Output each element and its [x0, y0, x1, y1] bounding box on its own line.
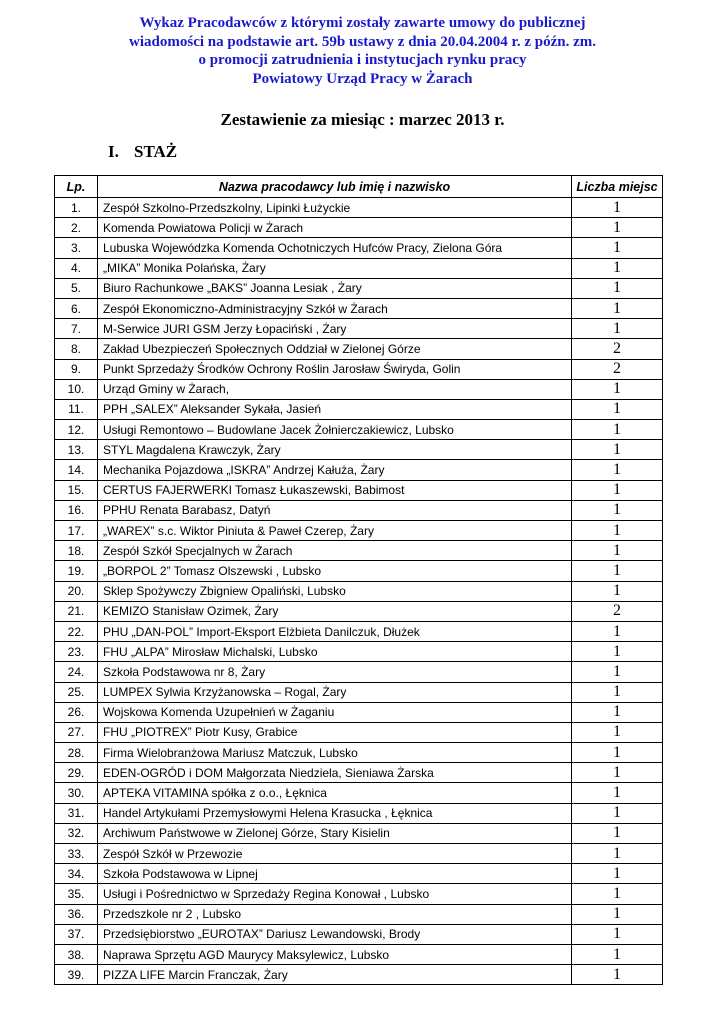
row-number: 10.	[55, 379, 98, 399]
places-count: 1	[572, 500, 663, 520]
row-number: 11.	[55, 399, 98, 419]
table-row	[55, 722, 663, 742]
employer-name: Wojskowa Komenda Uzupełnień w Żaganiu	[98, 702, 572, 722]
places-count: 1	[572, 319, 663, 339]
table-row	[55, 783, 663, 803]
document-subtitle: Zestawienie za miesiąc : marzec 2013 r.	[220, 110, 505, 129]
row-number: 7.	[55, 319, 98, 339]
section-number: I.	[108, 142, 119, 161]
row-number: 19.	[55, 561, 98, 581]
row-number: 6.	[55, 298, 98, 318]
row-number: 39.	[55, 965, 98, 985]
places-count: 1	[572, 864, 663, 884]
row-number: 8.	[55, 339, 98, 359]
table-row	[55, 198, 663, 218]
employer-name: FHU „ALPA” Mirosław Michalski, Lubsko	[98, 642, 572, 662]
employer-name: Zespół Szkół Specjalnych w Żarach	[98, 541, 572, 561]
row-number: 35.	[55, 884, 98, 904]
row-number: 36.	[55, 904, 98, 924]
employer-name: Mechanika Pojazdowa „ISKRA” Andrzej Kałuża, Żary	[98, 460, 572, 480]
table-row	[55, 844, 663, 864]
places-count: 1	[572, 702, 663, 722]
column-header-name: Nazwa pracodawcy lub imię i nazwisko	[98, 176, 572, 198]
places-count: 1	[572, 783, 663, 803]
table-row	[55, 682, 663, 702]
employer-name: Punkt Sprzedaży Środków Ochrony Roślin Jarosław Świryda, Golin	[98, 359, 572, 379]
section-heading	[108, 142, 177, 162]
employer-name: Usługi i Pośrednictwo w Sprzedaży Regina Konował , Lubsko	[98, 884, 572, 904]
places-count: 1	[572, 924, 663, 944]
places-count: 1	[572, 642, 663, 662]
row-number: 9.	[55, 359, 98, 379]
table-row	[55, 823, 663, 843]
header-line: wiadomości na podstawie art. 59b ustawy z dnia 20.04.2004 r. z późn. zm.	[129, 33, 596, 50]
table-row	[55, 884, 663, 904]
employer-name: Przedsiębiorstwo „EUROTAX” Dariusz Lewandowski, Brody	[98, 924, 572, 944]
row-number: 24.	[55, 662, 98, 682]
table-row	[55, 480, 663, 500]
places-count: 1	[572, 944, 663, 964]
row-number: 2.	[55, 218, 98, 238]
row-number: 16.	[55, 500, 98, 520]
employer-name: Usługi Remontowo – Budowlane Jacek Żołnierczakiewicz, Lubsko	[98, 420, 572, 440]
places-count: 1	[572, 541, 663, 561]
employer-name: Komenda Powiatowa Policji w Żarach	[98, 218, 572, 238]
row-number: 3.	[55, 238, 98, 258]
places-count: 2	[572, 601, 663, 621]
table-row	[55, 924, 663, 944]
table-row	[55, 420, 663, 440]
row-number: 22.	[55, 621, 98, 641]
table-row	[55, 238, 663, 258]
row-number: 20.	[55, 581, 98, 601]
employer-name: Zespół Ekonomiczno-Administracyjny Szkół w Żarach	[98, 298, 572, 318]
places-count: 1	[572, 904, 663, 924]
table-row	[55, 743, 663, 763]
employer-name: KEMIZO Stanisław Ozimek, Żary	[98, 601, 572, 621]
places-count: 1	[572, 722, 663, 742]
row-number: 34.	[55, 864, 98, 884]
row-number: 17.	[55, 521, 98, 541]
table-row	[55, 440, 663, 460]
row-number: 15.	[55, 480, 98, 500]
table-row	[55, 399, 663, 419]
table-row	[55, 803, 663, 823]
places-count: 1	[572, 884, 663, 904]
table-row	[55, 278, 663, 298]
table-row	[55, 944, 663, 964]
employer-name: Biuro Rachunkowe „BAKS” Joanna Lesiak , Żary	[98, 278, 572, 298]
row-number: 26.	[55, 702, 98, 722]
row-number: 25.	[55, 682, 98, 702]
employer-name: LUMPEX Sylwia Krzyżanowska – Rogal, Żary	[98, 682, 572, 702]
employer-name: Przedszkole nr 2 , Lubsko	[98, 904, 572, 924]
places-count: 1	[572, 561, 663, 581]
table-row	[55, 965, 663, 985]
table-row	[55, 460, 663, 480]
employer-name: Szkoła Podstawowa nr 8, Żary	[98, 662, 572, 682]
employer-name: Archiwum Państwowe w Zielonej Górze, Stary Kisielin	[98, 823, 572, 843]
row-number: 21.	[55, 601, 98, 621]
places-count: 1	[572, 965, 663, 985]
table-row	[55, 904, 663, 924]
table-row	[55, 218, 663, 238]
header-line: Wykaz Pracodawców z którymi zostały zawarte umowy do publicznej	[139, 15, 586, 31]
header-line: o promocji zatrudnienia i instytucjach rynku pracy	[198, 52, 527, 68]
table-row	[55, 581, 663, 601]
row-number: 38.	[55, 944, 98, 964]
places-count: 1	[572, 480, 663, 500]
table-row	[55, 258, 663, 278]
column-header-count: Liczba miejsc	[572, 176, 663, 198]
table-row	[55, 541, 663, 561]
table-row	[55, 379, 663, 399]
employer-name: Zakład Ubezpieczeń Społecznych Oddział w Zielonej Górze	[98, 339, 572, 359]
employer-name: Lubuska Wojewódzka Komenda Ochotniczych Hufców Pracy, Zielona Góra	[98, 238, 572, 258]
employer-name: Firma Wielobranżowa Mariusz Matczuk, Lubsko	[98, 743, 572, 763]
places-count: 1	[572, 440, 663, 460]
employer-name: Zespół Szkolno-Przedszkolny, Lipinki Łużyckie	[98, 198, 572, 218]
table-row	[55, 298, 663, 318]
row-number: 27.	[55, 722, 98, 742]
table-row	[55, 642, 663, 662]
employer-name: „BORPOL 2” Tomasz Olszewski , Lubsko	[98, 561, 572, 581]
employers-table	[54, 175, 663, 985]
places-count: 1	[572, 198, 663, 218]
table-row	[55, 763, 663, 783]
places-count: 2	[572, 359, 663, 379]
table-row	[55, 561, 663, 581]
table-row	[55, 621, 663, 641]
employer-name: Sklep Spożywczy Zbigniew Opaliński, Lubsko	[98, 581, 572, 601]
places-count: 1	[572, 581, 663, 601]
places-count: 1	[572, 823, 663, 843]
row-number: 4.	[55, 258, 98, 278]
column-header-lp: Lp.	[55, 176, 98, 198]
header-line: Powiatowy Urząd Pracy w Żarach	[252, 70, 473, 87]
places-count: 1	[572, 763, 663, 783]
row-number: 18.	[55, 541, 98, 561]
employer-name: Zespół Szkół w Przewozie	[98, 844, 572, 864]
places-count: 1	[572, 218, 663, 238]
places-count: 1	[572, 278, 663, 298]
employer-name: PHU „DAN-POL” Import-Eksport Elżbieta Danilczuk, Dłużek	[98, 621, 572, 641]
table-row	[55, 521, 663, 541]
places-count: 1	[572, 298, 663, 318]
table-row	[55, 864, 663, 884]
table-row	[55, 702, 663, 722]
table-row	[55, 500, 663, 520]
table-row	[55, 662, 663, 682]
row-number: 37.	[55, 924, 98, 944]
employer-name: PIZZA LIFE Marcin Franczak, Żary	[98, 965, 572, 985]
places-count: 1	[572, 521, 663, 541]
table-header-row	[55, 176, 663, 198]
table-row	[55, 601, 663, 621]
row-number: 28.	[55, 743, 98, 763]
row-number: 1.	[55, 198, 98, 218]
places-count: 1	[572, 682, 663, 702]
employer-name: FHU „PIOTREX” Piotr Kusy, Grabice	[98, 722, 572, 742]
places-count: 1	[572, 621, 663, 641]
employer-name: „WAREX” s.c. Wiktor Piniuta & Paweł Czerep, Żary	[98, 521, 572, 541]
row-number: 33.	[55, 844, 98, 864]
row-number: 5.	[55, 278, 98, 298]
employer-name: „MIKA” Monika Polańska, Żary	[98, 258, 572, 278]
places-count: 1	[572, 662, 663, 682]
document-header	[0, 14, 725, 88]
row-number: 29.	[55, 763, 98, 783]
places-count: 1	[572, 379, 663, 399]
places-count: 1	[572, 420, 663, 440]
places-count: 2	[572, 339, 663, 359]
employer-name: STYL Magdalena Krawczyk, Żary	[98, 440, 572, 460]
employer-name: EDEN-OGRÓD i DOM Małgorzata Niedziela, Sieniawa Żarska	[98, 763, 572, 783]
employer-name: Handel Artykułami Przemysłowymi Helena Krasucka , Łęknica	[98, 803, 572, 823]
table-row	[55, 359, 663, 379]
employer-name: APTEKA VITAMINA spółka z o.o., Łęknica	[98, 783, 572, 803]
places-count: 1	[572, 460, 663, 480]
employer-name: PPH „SALEX” Aleksander Sykała, Jasień	[98, 399, 572, 419]
places-count: 1	[572, 238, 663, 258]
row-number: 32.	[55, 823, 98, 843]
places-count: 1	[572, 844, 663, 864]
employer-name: PPHU Renata Barabasz, Datyń	[98, 500, 572, 520]
section-title: STAŻ	[134, 142, 178, 161]
table-row	[55, 319, 663, 339]
employer-name: M-Serwice JURI GSM Jerzy Łopaciński , Żary	[98, 319, 572, 339]
places-count: 1	[572, 743, 663, 763]
employer-name: Naprawa Sprzętu AGD Maurycy Maksylewicz, Lubsko	[98, 944, 572, 964]
places-count: 1	[572, 803, 663, 823]
row-number: 31.	[55, 803, 98, 823]
table-row	[55, 339, 663, 359]
row-number: 30.	[55, 783, 98, 803]
row-number: 13.	[55, 440, 98, 460]
row-number: 12.	[55, 420, 98, 440]
employer-name: Szkoła Podstawowa w Lipnej	[98, 864, 572, 884]
row-number: 23.	[55, 642, 98, 662]
places-count: 1	[572, 258, 663, 278]
row-number: 14.	[55, 460, 98, 480]
places-count: 1	[572, 399, 663, 419]
employer-name: Urząd Gminy w Żarach,	[98, 379, 572, 399]
employer-name: CERTUS FAJERWERKI Tomasz Łukaszewski, Babimost	[98, 480, 572, 500]
